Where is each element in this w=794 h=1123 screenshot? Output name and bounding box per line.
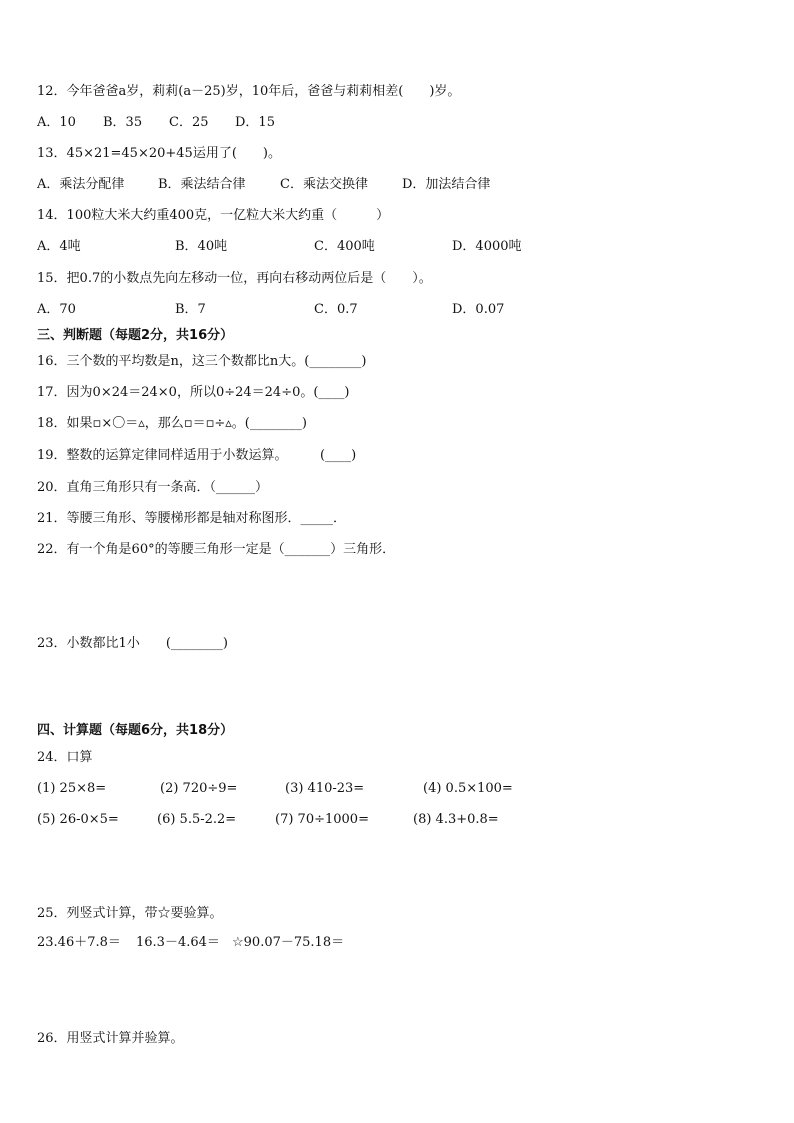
oral-calc-5: (5) 26-0×5=	[37, 812, 119, 827]
q14-option-c: C．400吨	[314, 239, 375, 254]
vertical-calc-1: 23.46＋7.8＝	[37, 935, 121, 950]
question-14-text: 14．100粒大米大约重400克，一亿粒大米大约重（ ）	[37, 208, 390, 223]
q13-option-a: A．乘法分配律	[37, 177, 125, 192]
oral-calc-2: (2) 720÷9=	[160, 781, 238, 796]
oral-calc-7: (7) 70÷1000=	[275, 812, 369, 827]
section-3-heading: 三、判断题（每题2分，共16分）	[37, 328, 234, 343]
question-17: 17．因为0×24＝24×0，所以0÷24＝24÷0。(____)	[37, 385, 350, 400]
oral-calc-3: (3) 410-23=	[285, 781, 365, 796]
q14-option-a: A．4吨	[37, 239, 81, 254]
question-13-text: 13．45×21=45×20+45运用了( )。	[37, 146, 281, 161]
question-19: 19．整数的运算定律同样适用于小数运算。 (____)	[37, 448, 357, 463]
q12-option-c: C．25	[169, 115, 209, 130]
oral-calc-8: (8) 4.3+0.8=	[413, 812, 499, 827]
question-24-title: 24．口算	[37, 750, 93, 765]
q14-option-d: D．4000吨	[452, 239, 522, 254]
question-16: 16．三个数的平均数是n，这三个数都比n大。(________)	[37, 354, 367, 369]
vertical-calc-3: ☆90.07－75.18＝	[232, 935, 345, 950]
question-12-text: 12．今年爸爸a岁，莉莉(a－25)岁，10年后，爸爸与莉莉相差( )岁。	[37, 84, 461, 99]
q15-option-d: D．0.07	[452, 302, 505, 317]
question-22: 22．有一个角是60°的等腰三角形一定是（_______）三角形．	[37, 542, 396, 557]
q13-option-d: D．加法结合律	[402, 177, 491, 192]
vertical-calc-2: 16.3－4.64＝	[136, 935, 220, 950]
q13-option-b: B．乘法结合律	[158, 177, 246, 192]
question-15-text: 15．把0.7的小数点先向左移动一位，再向右移动两位后是（ ）。	[37, 271, 432, 286]
q12-option-d: D．15	[235, 115, 275, 130]
oral-calc-1: (1) 25×8=	[37, 781, 107, 796]
q15-option-b: B．7	[175, 302, 206, 317]
q12-option-b: B．35	[103, 115, 143, 130]
q12-option-a: A．10	[37, 115, 76, 130]
oral-calc-6: (6) 5.5-2.2=	[157, 812, 237, 827]
q15-option-a: A．70	[37, 302, 76, 317]
question-25-title: 25．列竖式计算，带☆要验算。	[37, 906, 223, 921]
question-20: 20．直角三角形只有一条高．（______）	[37, 480, 269, 495]
q13-option-c: C．乘法交换律	[280, 177, 368, 192]
question-23: 23．小数都比1小 (________)	[37, 636, 228, 651]
q15-option-c: C．0.7	[314, 302, 358, 317]
q14-option-b: B．40吨	[175, 239, 228, 254]
question-21: 21．等腰三角形、等腰梯形都是轴对称图形．_____．	[37, 511, 347, 526]
oral-calc-4: (4) 0.5×100=	[423, 781, 513, 796]
section-4-heading: 四、计算题（每题6分，共18分）	[37, 723, 234, 738]
question-26: 26．用竖式计算并验算。	[37, 1031, 184, 1046]
question-18: 18．如果▫×〇＝▵，那么▫＝▫÷▵。(________)	[37, 416, 307, 431]
